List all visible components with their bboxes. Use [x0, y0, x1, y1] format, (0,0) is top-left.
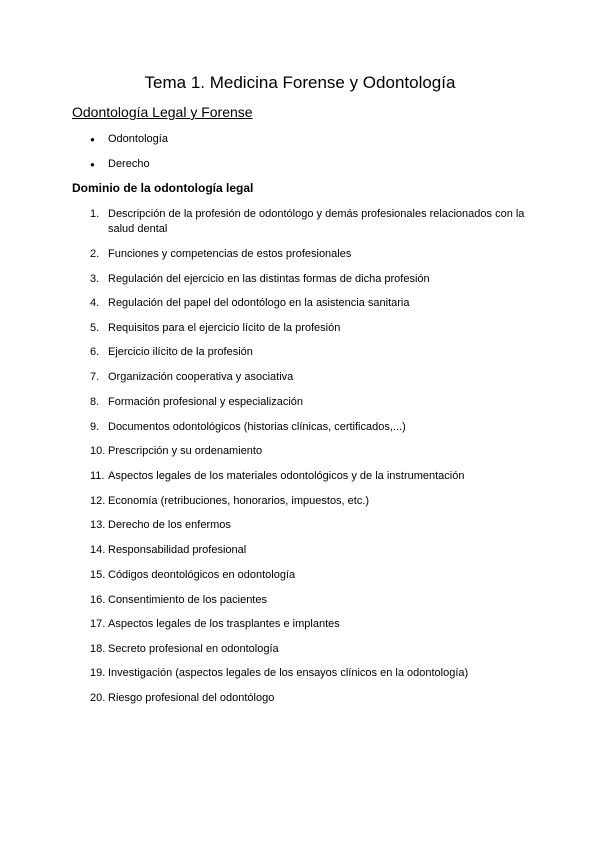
list-item [90, 444, 530, 459]
list-item [90, 593, 530, 608]
item-text: Formación profesional y especialización [108, 396, 304, 408]
list-item [90, 247, 530, 262]
item-text: Códigos deontológicos en odontología [108, 569, 296, 581]
item-number: 9. [90, 421, 100, 433]
item-text: Investigación (aspectos legales de los ensayos clínicos en la odontología) [108, 667, 469, 679]
item-text: Consentimiento de los pacientes [108, 594, 267, 606]
item-number: 8. [90, 396, 100, 408]
list-item [90, 642, 530, 657]
list-item [90, 345, 530, 360]
list-item [90, 543, 530, 558]
item-text: Ejercicio ilícito de la profesión [108, 346, 253, 358]
subtitle: Odontología Legal y Forense [72, 104, 253, 120]
item-text: Regulación del ejercicio en las distintas formas de dicha profesión [108, 273, 430, 285]
page-title: Tema 1. Medicina Forense y Odontología [144, 73, 456, 92]
item-text: Secreto profesional en odontología [108, 643, 279, 655]
item-number: 7. [90, 371, 100, 383]
item-text: Economía (retribuciones, honorarios, impuestos, etc.) [108, 495, 370, 507]
item-number: 10. [90, 445, 106, 457]
item-number: 3. [90, 273, 100, 285]
list-item: ● Derecho [108, 157, 150, 172]
item-number: 13. [90, 519, 106, 531]
item-number: 15. [90, 569, 106, 581]
item-number: 17. [90, 618, 106, 630]
item-number: 16. [90, 594, 106, 606]
item-text: Documentos odontológicos (historias clínicas, certificados,...) [108, 421, 406, 433]
list-item [90, 370, 530, 385]
item-number: 12. [90, 495, 106, 507]
item-text: Aspectos legales de los trasplantes e implantes [108, 618, 340, 630]
list-item [90, 494, 530, 509]
list-item [90, 207, 530, 235]
item-number: 1. [90, 208, 100, 220]
list-item [90, 691, 530, 706]
item-number: 2. [90, 248, 100, 260]
list-item [90, 518, 530, 533]
item-text: Derecho de los enfermos [108, 519, 231, 531]
list-item [90, 272, 530, 287]
item-number: 19. [90, 667, 106, 679]
list-item [90, 296, 530, 311]
item-number: 18. [90, 643, 106, 655]
item-number: 20. [90, 692, 106, 704]
item-text: Prescripción y su ordenamiento [108, 445, 263, 457]
item-text: Riesgo profesional del odontólogo [108, 692, 275, 704]
list-item [90, 321, 530, 336]
item-number: 11. [90, 470, 105, 482]
list-item [90, 420, 530, 435]
item-number: 5. [90, 322, 100, 334]
item-number: 4. [90, 297, 100, 309]
list-item [90, 617, 530, 632]
item-number: 6. [90, 346, 100, 358]
item-text: Aspectos legales de los materiales odontológicos y de la instrumentación [108, 470, 465, 482]
item-text: Organización cooperativa y asociativa [108, 371, 294, 383]
item-number: 14. [90, 544, 106, 556]
item-text: Regulación del papel del odontólogo en la asistencia sanitaria [108, 297, 410, 309]
list-item: ● Odontología [108, 132, 168, 147]
list-item [90, 469, 530, 484]
list-item [90, 568, 530, 583]
section-heading: Dominio de la odontología legal [72, 181, 254, 195]
item-text: Descripción de la profesión de odontólogo y demás profesionales relacionados con la salud dental [108, 208, 525, 235]
item-text: Requisitos para el ejercicio lícito de la profesión [108, 322, 341, 334]
list-item [90, 666, 530, 681]
item-text: Responsabilidad profesional [108, 544, 247, 556]
list-item [90, 395, 530, 410]
item-text: Funciones y competencias de estos profesionales [108, 248, 352, 260]
